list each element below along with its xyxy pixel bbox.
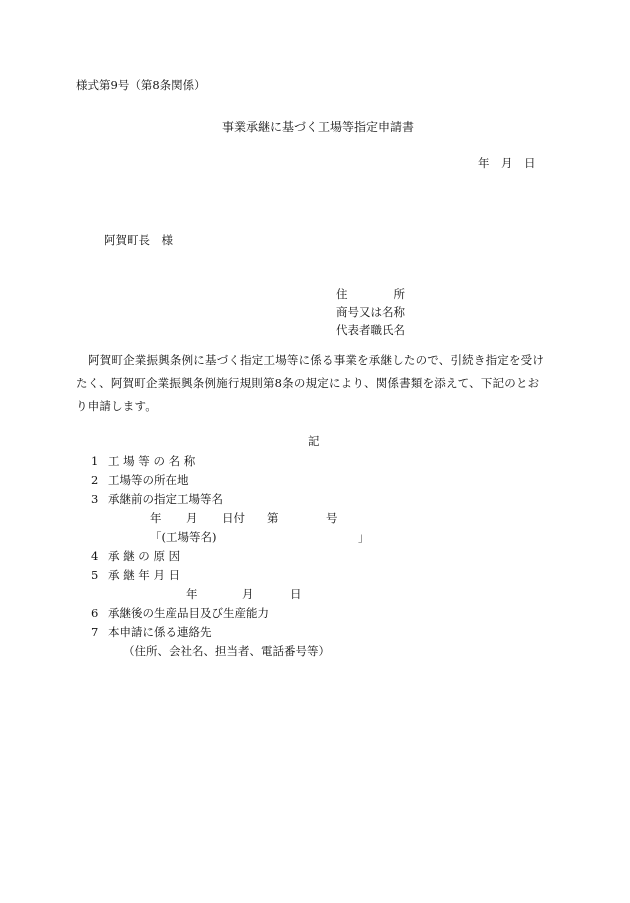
item5-day: 日 (290, 587, 302, 601)
date-day: 日 (524, 156, 536, 170)
item-label: 承 継 の 原 因 (108, 549, 181, 563)
item7-contact-detail: （住所、会社名、担当者、電話番号等） (123, 644, 330, 658)
item3-number-suffix: 号 (326, 511, 338, 525)
sender-address-label: 住 所 (336, 287, 405, 301)
item-number: 1 (91, 454, 99, 468)
item-label: 工 場 等 の 名 称 (108, 454, 196, 468)
item5-month: 月 (242, 587, 254, 601)
item-label: 承 継 年 月 日 (108, 568, 181, 582)
item3-date-suffix: 日付 (222, 511, 245, 525)
item-label: 工場等の所在地 (108, 473, 189, 487)
form-number: 様式第9号（第8条関係） (76, 78, 206, 92)
item-number: 2 (91, 473, 99, 487)
sender-representative-label: 代表者職氏名 (336, 323, 405, 337)
item-label: 本申請に係る連絡先 (108, 625, 212, 639)
item-2 (91, 475, 189, 487)
item-number: 6 (91, 606, 99, 620)
item3-year: 年 (150, 511, 162, 525)
date-year: 年 (478, 156, 490, 170)
item-number: 4 (91, 549, 99, 563)
sender-company-label: 商号又は名称 (336, 305, 405, 319)
item3-month: 月 (186, 511, 198, 525)
item-number: 5 (91, 568, 99, 582)
item-6 (91, 608, 269, 620)
item-number: 7 (91, 625, 99, 639)
item-5 (91, 570, 180, 582)
item-number: 3 (91, 492, 99, 506)
addressee: 阿賀町長 様 (104, 233, 173, 247)
item-label: 承継前の指定工場等名 (108, 492, 223, 506)
application-body-text: 阿賀町企業振興条例に基づく指定工場等に係る事業を承継したので、引続き指定を受けたく、阿賀町企業振興条例施行規則第8条の規定により、関係書類を添えて、下記のとおり申請します。 (76, 353, 545, 413)
item3-factory-name-close: 」 (358, 530, 370, 544)
ki-heading: 記 (308, 434, 320, 448)
item-label: 承継後の生産品目及び生産能力 (108, 606, 269, 620)
item5-year: 年 (186, 587, 198, 601)
document-title: 事業承継に基づく工場等指定申請書 (222, 120, 415, 134)
item3-number-prefix: 第 (267, 511, 279, 525)
item-3 (91, 494, 223, 506)
date-month: 月 (501, 156, 513, 170)
item-4 (91, 551, 180, 563)
item-1 (91, 456, 195, 468)
item-7 (91, 627, 212, 639)
item3-factory-name-open: 「(工場等名) (150, 530, 217, 544)
